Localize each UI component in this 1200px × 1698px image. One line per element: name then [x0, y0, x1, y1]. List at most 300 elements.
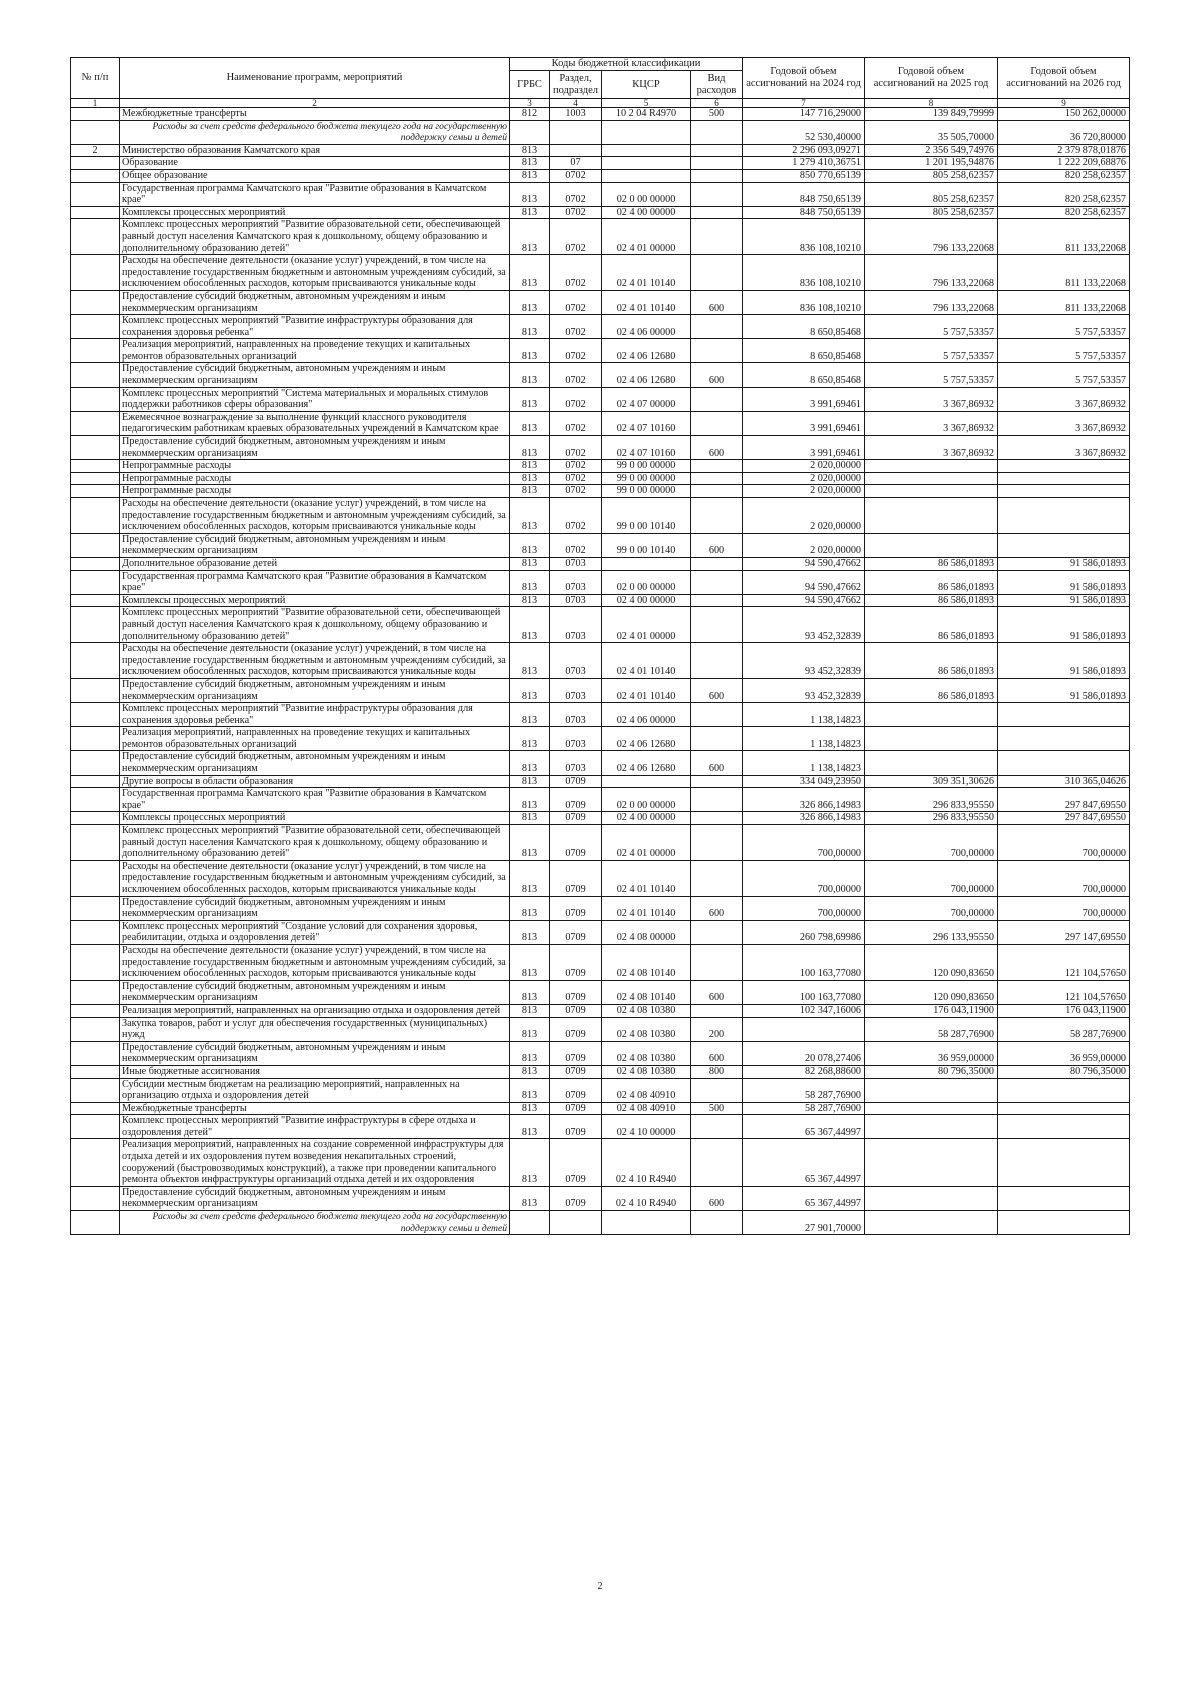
- row-amount-2026: 91 586,01893: [998, 570, 1130, 594]
- row-amount-2024: 94 590,47662: [743, 557, 865, 570]
- row-number: [71, 1065, 120, 1078]
- row-number: [71, 860, 120, 896]
- row-amount-2026: 700,00000: [998, 825, 1130, 861]
- row-name: Комплекс процессных мероприятий "Развитие инфраструктуры образования для сохранения здоровья ребенка": [120, 703, 510, 727]
- row-number: [71, 896, 120, 920]
- row-vid: [691, 860, 743, 896]
- row-vid: [691, 255, 743, 291]
- row-kcsr: 02 4 06 12680: [602, 339, 691, 363]
- row-grbs: 813: [510, 944, 550, 980]
- table-row: [71, 498, 1130, 534]
- row-name: Комплекс процессных мероприятий "Развитие образовательной сети, обеспечивающей равный доступ населения Камчатского края к дошкольному, общему образованию и дополнительному образованию детей": [120, 607, 510, 643]
- row-number: [71, 363, 120, 387]
- row-amount-2026: 3 367,86932: [998, 436, 1130, 460]
- table-row: [71, 727, 1130, 751]
- row-number: [71, 157, 120, 170]
- row-grbs: 813: [510, 182, 550, 206]
- header-2025: Годовой объем ассигнований на 2025 год: [865, 58, 998, 99]
- row-number: [71, 206, 120, 219]
- row-razdel: 0703: [550, 594, 602, 607]
- row-grbs: 813: [510, 472, 550, 485]
- row-amount-2025: [865, 460, 998, 473]
- table-row: [71, 1078, 1130, 1102]
- row-amount-2025: 296 833,95550: [865, 812, 998, 825]
- row-vid: [691, 1211, 743, 1235]
- table-note-row: [71, 1211, 1130, 1235]
- row-grbs: 813: [510, 290, 550, 314]
- row-amount-2026: 297 847,69550: [998, 812, 1130, 825]
- row-name: Реализация мероприятий, направленных на создание современной инфраструктуры для отдыха детей и их оздоровления путем возведения некапитальных строений, сооружений (быстровозводимых конструкций), а также при проведении капитального ремонта объектов инфраструктуры организаций отдыха детей и их оздоровления: [120, 1139, 510, 1186]
- row-number: [71, 594, 120, 607]
- row-number: [71, 290, 120, 314]
- row-grbs: 813: [510, 825, 550, 861]
- row-vid: 500: [691, 1102, 743, 1115]
- row-kcsr: 02 4 06 12680: [602, 727, 691, 751]
- row-name: Реализация мероприятий, направленных на организацию отдыха и оздоровления детей: [120, 1004, 510, 1017]
- row-name: Государственная программа Камчатского края "Развитие образования в Камчатском крае": [120, 182, 510, 206]
- row-kcsr: 02 4 08 10380: [602, 1041, 691, 1065]
- row-amount-2026: [998, 1186, 1130, 1210]
- row-name: Государственная программа Камчатского края "Развитие образования в Камчатском крае": [120, 788, 510, 812]
- table-row: [71, 570, 1130, 594]
- row-razdel: 0709: [550, 1186, 602, 1210]
- table-row: [71, 169, 1130, 182]
- row-vid: [691, 643, 743, 679]
- row-number: [71, 788, 120, 812]
- row-amount-2025: [865, 1186, 998, 1210]
- row-vid: 800: [691, 1065, 743, 1078]
- row-razdel: 0703: [550, 607, 602, 643]
- row-razdel: [550, 144, 602, 157]
- row-name: Закупка товаров, работ и услуг для обеспечения государственных (муниципальных) нужд: [120, 1017, 510, 1041]
- row-amount-2026: [998, 727, 1130, 751]
- row-kcsr: 02 4 10 R4940: [602, 1139, 691, 1186]
- row-name: Комплекс процессных мероприятий "Развитие образовательной сети, обеспечивающей равный доступ населения Камчатского края к дошкольному, общему образованию и дополнительному образованию детей": [120, 219, 510, 255]
- row-kcsr: 02 4 08 10140: [602, 944, 691, 980]
- row-grbs: 813: [510, 557, 550, 570]
- row-kcsr: 02 4 01 10140: [602, 290, 691, 314]
- column-number: 5: [602, 99, 691, 108]
- row-amount-2026: 3 367,86932: [998, 411, 1130, 435]
- row-razdel: 0702: [550, 498, 602, 534]
- row-razdel: [550, 120, 602, 144]
- row-kcsr: 02 4 00 00000: [602, 812, 691, 825]
- row-name: Комплексы процессных мероприятий: [120, 594, 510, 607]
- row-amount-2026: 297 147,69550: [998, 920, 1130, 944]
- row-name: Предоставление субсидий бюджетным, автономным учреждениям и иным некоммерческим организациям: [120, 1041, 510, 1065]
- row-amount-2024: 58 287,76900: [743, 1078, 865, 1102]
- row-grbs: 813: [510, 570, 550, 594]
- row-razdel: 0703: [550, 570, 602, 594]
- row-vid: [691, 1115, 743, 1139]
- row-razdel: [550, 1211, 602, 1235]
- row-vid: [691, 387, 743, 411]
- table-row: [71, 387, 1130, 411]
- row-kcsr: 02 4 08 10380: [602, 1017, 691, 1041]
- row-amount-2024: 20 078,27406: [743, 1041, 865, 1065]
- row-name: Комплексы процессных мероприятий: [120, 206, 510, 219]
- row-vid: 200: [691, 1017, 743, 1041]
- row-amount-2025: 700,00000: [865, 825, 998, 861]
- row-name: Расходы на обеспечение деятельности (оказание услуг) учреждений, в том числе на предоставление государственным бюджетным и автономным учреждениям субсидий, за исключением обособленных расходов, которым присваиваются уникальные коды: [120, 498, 510, 534]
- row-grbs: 813: [510, 1186, 550, 1210]
- table-row: [71, 206, 1130, 219]
- table-row: [71, 219, 1130, 255]
- row-razdel: 0709: [550, 1115, 602, 1139]
- table-row: [71, 980, 1130, 1004]
- row-amount-2024: 2 020,00000: [743, 498, 865, 534]
- row-amount-2025: 805 258,62357: [865, 169, 998, 182]
- row-kcsr: 02 4 01 10140: [602, 896, 691, 920]
- row-amount-2024: 8 650,85468: [743, 363, 865, 387]
- row-razdel: 0709: [550, 944, 602, 980]
- row-grbs: 813: [510, 219, 550, 255]
- table-row: [71, 533, 1130, 557]
- table-row: [71, 1004, 1130, 1017]
- row-number: [71, 182, 120, 206]
- row-amount-2024: 82 268,88600: [743, 1065, 865, 1078]
- row-number: [71, 472, 120, 485]
- row-razdel: 0709: [550, 812, 602, 825]
- table-row: [71, 944, 1130, 980]
- row-vid: [691, 1004, 743, 1017]
- row-amount-2024: [743, 1017, 865, 1041]
- row-name: Расходы на обеспечение деятельности (оказание услуг) учреждений, в том числе на предоставление государственным бюджетным и автономным учреждениям субсидий, за исключением обособленных расходов, которым присваиваются уникальные коды: [120, 944, 510, 980]
- row-vid: [691, 703, 743, 727]
- row-kcsr: [602, 157, 691, 170]
- row-name: Расходы на обеспечение деятельности (оказание услуг) учреждений, в том числе на предоставление государственным бюджетным и автономным учреждениям субсидий, за исключением обособленных расходов, которым присваиваются уникальные коды: [120, 643, 510, 679]
- row-vid: [691, 315, 743, 339]
- row-number: [71, 1041, 120, 1065]
- row-razdel: 1003: [550, 108, 602, 121]
- table-note-row: [71, 120, 1130, 144]
- row-razdel: 0702: [550, 290, 602, 314]
- table-row: [71, 1186, 1130, 1210]
- row-kcsr: 10 2 04 R4970: [602, 108, 691, 121]
- row-number: [71, 120, 120, 144]
- row-grbs: 813: [510, 920, 550, 944]
- row-amount-2026: 297 847,69550: [998, 788, 1130, 812]
- column-number: 4: [550, 99, 602, 108]
- row-grbs: 812: [510, 108, 550, 121]
- row-razdel: 0703: [550, 703, 602, 727]
- table-row: [71, 144, 1130, 157]
- row-amount-2026: 36 959,00000: [998, 1041, 1130, 1065]
- row-razdel: 0702: [550, 411, 602, 435]
- row-number: [71, 607, 120, 643]
- row-amount-2025: 86 586,01893: [865, 594, 998, 607]
- row-name: Дополнительное образование детей: [120, 557, 510, 570]
- row-razdel: 0703: [550, 643, 602, 679]
- table-row: [71, 157, 1130, 170]
- row-razdel: 0702: [550, 436, 602, 460]
- row-amount-2025: [865, 751, 998, 775]
- row-amount-2026: 820 258,62357: [998, 206, 1130, 219]
- row-amount-2024: 27 901,70000: [743, 1211, 865, 1235]
- row-number: [71, 727, 120, 751]
- row-amount-2024: 836 108,10210: [743, 219, 865, 255]
- row-name: Предоставление субсидий бюджетным, автономным учреждениям и иным некоммерческим организациям: [120, 980, 510, 1004]
- row-name: Комплекс процессных мероприятий "Создание условий для сохранения здоровья, реабилитации, отдыха и оздоровления детей": [120, 920, 510, 944]
- row-amount-2025: 296 833,95550: [865, 788, 998, 812]
- row-amount-2026: 820 258,62357: [998, 169, 1130, 182]
- row-grbs: [510, 1211, 550, 1235]
- row-amount-2026: [998, 1115, 1130, 1139]
- row-grbs: 813: [510, 775, 550, 788]
- row-name: Расходы за счет средств федерального бюджета текущего года на государственную поддержку семьи и детей: [120, 1211, 510, 1235]
- table-row: [71, 751, 1130, 775]
- row-vid: 500: [691, 108, 743, 121]
- row-grbs: 813: [510, 498, 550, 534]
- row-grbs: 813: [510, 533, 550, 557]
- row-grbs: 813: [510, 363, 550, 387]
- row-amount-2026: 700,00000: [998, 860, 1130, 896]
- row-number: [71, 533, 120, 557]
- row-amount-2025: 86 586,01893: [865, 607, 998, 643]
- row-number: [71, 557, 120, 570]
- row-kcsr: 02 4 01 10140: [602, 678, 691, 702]
- column-number: 8: [865, 99, 998, 108]
- row-vid: [691, 944, 743, 980]
- row-grbs: 813: [510, 643, 550, 679]
- row-amount-2025: 120 090,83650: [865, 980, 998, 1004]
- header-kcsr: КЦСР: [602, 71, 691, 99]
- row-amount-2026: [998, 751, 1130, 775]
- row-name: Межбюджетные трансферты: [120, 1102, 510, 1115]
- row-vid: [691, 157, 743, 170]
- row-amount-2024: 836 108,10210: [743, 255, 865, 291]
- row-kcsr: 02 4 01 00000: [602, 219, 691, 255]
- row-grbs: 813: [510, 727, 550, 751]
- row-kcsr: 02 4 08 00000: [602, 920, 691, 944]
- row-grbs: 813: [510, 751, 550, 775]
- row-razdel: 0709: [550, 860, 602, 896]
- row-vid: 600: [691, 678, 743, 702]
- row-vid: [691, 570, 743, 594]
- row-kcsr: 02 0 00 00000: [602, 182, 691, 206]
- row-amount-2024: 3 991,69461: [743, 436, 865, 460]
- row-razdel: 0702: [550, 206, 602, 219]
- row-vid: [691, 144, 743, 157]
- row-amount-2026: 91 586,01893: [998, 557, 1130, 570]
- row-grbs: 813: [510, 1078, 550, 1102]
- row-amount-2024: 850 770,65139: [743, 169, 865, 182]
- row-number: [71, 169, 120, 182]
- row-number: [71, 498, 120, 534]
- row-amount-2024: 1 138,14823: [743, 751, 865, 775]
- row-kcsr: 02 4 01 10140: [602, 643, 691, 679]
- row-amount-2026: 36 720,80000: [998, 120, 1130, 144]
- header-codes-group: Коды бюджетной классификации: [510, 58, 743, 71]
- table-row: [71, 363, 1130, 387]
- table-row: [71, 775, 1130, 788]
- row-name: Предоставление субсидий бюджетным, автономным учреждениям и иным некоммерческим организациям: [120, 896, 510, 920]
- table-row: [71, 607, 1130, 643]
- header-grbs: ГРБС: [510, 71, 550, 99]
- row-amount-2025: [865, 498, 998, 534]
- row-number: [71, 812, 120, 825]
- row-name: Комплекс процессных мероприятий "Развитие инфраструктуры в сфере отдыха и оздоровления детей": [120, 1115, 510, 1139]
- row-name: Реализация мероприятий, направленных на проведение текущих и капитальных ремонтов образовательных организаций: [120, 339, 510, 363]
- row-amount-2026: 150 262,00000: [998, 108, 1130, 121]
- row-amount-2026: 2 379 878,01876: [998, 144, 1130, 157]
- row-vid: 600: [691, 896, 743, 920]
- row-number: [71, 411, 120, 435]
- row-razdel: 0702: [550, 485, 602, 498]
- row-amount-2025: 296 133,95550: [865, 920, 998, 944]
- row-amount-2024: 93 452,32839: [743, 607, 865, 643]
- row-vid: [691, 169, 743, 182]
- row-amount-2026: 811 133,22068: [998, 255, 1130, 291]
- row-number: [71, 825, 120, 861]
- row-kcsr: 02 4 00 00000: [602, 206, 691, 219]
- row-grbs: 813: [510, 1102, 550, 1115]
- row-number: [71, 920, 120, 944]
- row-kcsr: 02 4 00 00000: [602, 594, 691, 607]
- row-name: Предоставление субсидий бюджетным, автономным учреждениям и иным некоммерческим организациям: [120, 1186, 510, 1210]
- row-amount-2024: 3 991,69461: [743, 387, 865, 411]
- row-number: [71, 1186, 120, 1210]
- row-razdel: 0702: [550, 363, 602, 387]
- row-kcsr: 02 4 07 00000: [602, 387, 691, 411]
- row-vid: 600: [691, 980, 743, 1004]
- row-kcsr: [602, 120, 691, 144]
- row-grbs: 813: [510, 1065, 550, 1078]
- row-amount-2025: 86 586,01893: [865, 570, 998, 594]
- row-name: Комплекс процессных мероприятий "Система материальных и моральных стимулов поддержки работников сферы образования": [120, 387, 510, 411]
- column-number: 1: [71, 99, 120, 108]
- table-row: [71, 1139, 1130, 1186]
- row-amount-2025: [865, 533, 998, 557]
- row-grbs: 813: [510, 144, 550, 157]
- row-vid: [691, 607, 743, 643]
- row-name: Иные бюджетные ассигнования: [120, 1065, 510, 1078]
- row-number: [71, 387, 120, 411]
- row-kcsr: 02 4 08 40910: [602, 1102, 691, 1115]
- row-amount-2024: 58 287,76900: [743, 1102, 865, 1115]
- row-number: [71, 1115, 120, 1139]
- table-header: [71, 58, 1130, 108]
- column-number: 2: [120, 99, 510, 108]
- row-amount-2026: [998, 472, 1130, 485]
- header-2026: Годовой объем ассигнований на 2026 год: [998, 58, 1130, 99]
- row-razdel: 0709: [550, 1078, 602, 1102]
- row-vid: [691, 775, 743, 788]
- row-vid: [691, 825, 743, 861]
- row-grbs: 813: [510, 980, 550, 1004]
- row-number: [71, 460, 120, 473]
- row-amount-2026: 121 104,57650: [998, 944, 1130, 980]
- table-row: [71, 1017, 1130, 1041]
- row-amount-2026: [998, 485, 1130, 498]
- row-amount-2026: 3 367,86932: [998, 387, 1130, 411]
- row-grbs: 813: [510, 1041, 550, 1065]
- row-kcsr: [602, 1211, 691, 1235]
- row-kcsr: 02 4 08 40910: [602, 1078, 691, 1102]
- row-amount-2024: 334 049,23950: [743, 775, 865, 788]
- row-amount-2026: 5 757,53357: [998, 363, 1130, 387]
- row-kcsr: 02 4 01 10140: [602, 860, 691, 896]
- row-amount-2025: 3 367,86932: [865, 387, 998, 411]
- row-number: [71, 339, 120, 363]
- row-razdel: 0702: [550, 182, 602, 206]
- row-name: Общее образование: [120, 169, 510, 182]
- row-vid: [691, 557, 743, 570]
- row-name: Непрограммные расходы: [120, 485, 510, 498]
- row-razdel: 0703: [550, 751, 602, 775]
- table-row: [71, 290, 1130, 314]
- table-row: [71, 1102, 1130, 1115]
- row-amount-2024: 94 590,47662: [743, 594, 865, 607]
- row-amount-2025: 36 959,00000: [865, 1041, 998, 1065]
- row-razdel: 07: [550, 157, 602, 170]
- row-amount-2025: 3 367,86932: [865, 411, 998, 435]
- row-amount-2024: 2 020,00000: [743, 472, 865, 485]
- row-kcsr: 02 4 08 10380: [602, 1004, 691, 1017]
- table-row: [71, 788, 1130, 812]
- row-amount-2024: 65 367,44997: [743, 1115, 865, 1139]
- column-number: 7: [743, 99, 865, 108]
- row-amount-2025: 2 356 549,74976: [865, 144, 998, 157]
- row-grbs: 813: [510, 315, 550, 339]
- row-vid: [691, 206, 743, 219]
- row-number: [71, 1017, 120, 1041]
- row-vid: [691, 182, 743, 206]
- table-row: [71, 1065, 1130, 1078]
- row-amount-2024: 2 020,00000: [743, 460, 865, 473]
- row-vid: [691, 339, 743, 363]
- header-name: Наименование программ, мероприятий: [120, 58, 510, 99]
- row-amount-2024: 100 163,77080: [743, 944, 865, 980]
- row-amount-2025: 120 090,83650: [865, 944, 998, 980]
- row-amount-2024: 8 650,85468: [743, 315, 865, 339]
- row-amount-2026: [998, 703, 1130, 727]
- row-amount-2025: [865, 472, 998, 485]
- row-grbs: 813: [510, 157, 550, 170]
- row-razdel: 0702: [550, 387, 602, 411]
- row-amount-2026: 80 796,35000: [998, 1065, 1130, 1078]
- row-grbs: 813: [510, 387, 550, 411]
- row-kcsr: 02 0 00 00000: [602, 788, 691, 812]
- row-amount-2025: [865, 1102, 998, 1115]
- row-amount-2025: 3 367,86932: [865, 436, 998, 460]
- table-row: [71, 460, 1130, 473]
- row-grbs: [510, 120, 550, 144]
- row-kcsr: [602, 169, 691, 182]
- row-grbs: 813: [510, 255, 550, 291]
- row-number: [71, 1078, 120, 1102]
- row-vid: [691, 120, 743, 144]
- row-amount-2024: 700,00000: [743, 860, 865, 896]
- row-kcsr: 02 4 08 10380: [602, 1065, 691, 1078]
- row-number: [71, 436, 120, 460]
- row-amount-2025: [865, 1211, 998, 1235]
- row-name: Предоставление субсидий бюджетным, автономным учреждениям и иным некоммерческим организациям: [120, 751, 510, 775]
- row-razdel: 0703: [550, 678, 602, 702]
- row-name: Комплекс процессных мероприятий "Развитие образовательной сети, обеспечивающей равный доступ населения Камчатского края к дошкольному, общему образованию и дополнительному образованию детей": [120, 825, 510, 861]
- row-amount-2026: [998, 1211, 1130, 1235]
- row-amount-2024: 93 452,32839: [743, 678, 865, 702]
- row-amount-2025: 805 258,62357: [865, 206, 998, 219]
- row-kcsr: 99 0 00 10140: [602, 498, 691, 534]
- row-name: Межбюджетные трансферты: [120, 108, 510, 121]
- row-kcsr: 99 0 00 00000: [602, 485, 691, 498]
- row-amount-2024: 326 866,14983: [743, 812, 865, 825]
- row-kcsr: 02 4 06 12680: [602, 363, 691, 387]
- row-amount-2026: [998, 1078, 1130, 1102]
- row-amount-2026: 121 104,57650: [998, 980, 1130, 1004]
- row-number: [71, 1102, 120, 1115]
